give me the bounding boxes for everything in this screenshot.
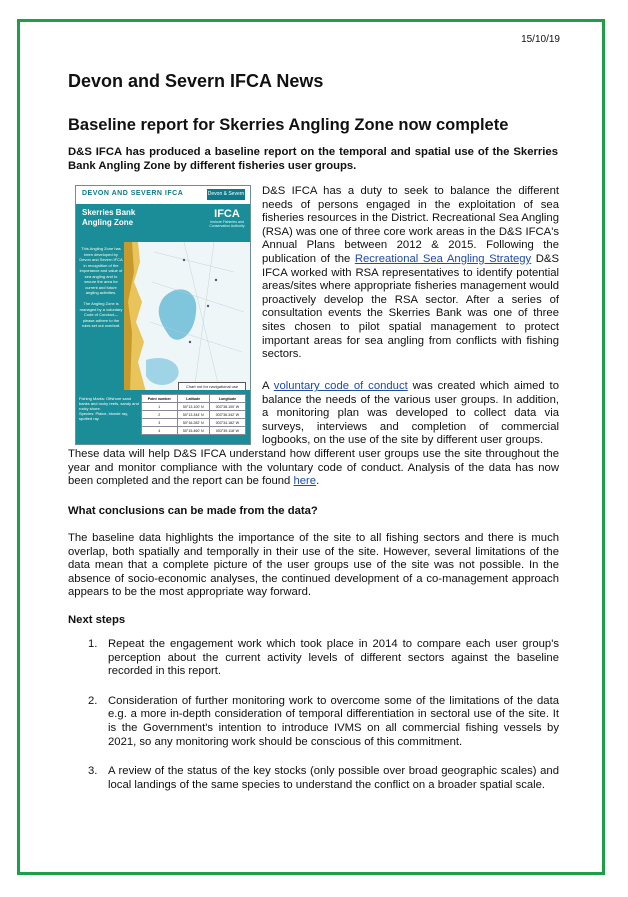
leaflet-side-text-1: This Angling Zone has been developed by Devon and Severn IFCA in recognition of the importance and value of sea angling and to secure the area for current and future angling activities. [79, 246, 123, 295]
list-item [68, 695, 559, 749]
table-row [142, 427, 246, 435]
intro-paragraph [262, 185, 559, 362]
leaflet-side-text [79, 246, 123, 329]
ifca-logo-text: IFCA [214, 208, 240, 220]
table-cell: 003°39.118' W [209, 427, 245, 435]
code-text-1: was created which aimed to balance the needs of the various user groups. In addition, a monitoring plan was developed to collect data via surveys, interviews and completion of commercial logbooks, on the use of the site by different user groups. [262, 380, 559, 447]
table-cell: 2 [142, 411, 178, 419]
table-row [142, 411, 246, 419]
next-steps-list [68, 638, 559, 808]
issue-date: 15/10/19 [521, 34, 560, 45]
chart-disclaimer: Chart not for navigational use [178, 382, 246, 392]
article-lead: D&S IFCA has produced a baseline report on the temporal and spatial use of the Skerries Bank Angling Zone by different fisheries user groups. [68, 146, 558, 172]
list-item-text: Consideration of further monitoring work to overcome some of the limitations of the data e.g. a more in-depth consideration of temporal differentiation in sectoral use of the site. It is the Government's intention to introduce IVMS on all commercial fishing vessels by 2021, so any monitoring work should be conscious of this commitment. [108, 694, 559, 748]
table-cell: 50°15.460' N [177, 427, 209, 435]
data-paragraph [68, 448, 559, 489]
code-paragraph [262, 380, 559, 448]
leaflet-badge: Devon & Severn [207, 189, 245, 200]
table-cell: 003°36.342' W [209, 411, 245, 419]
table-row [142, 403, 246, 411]
table-row [142, 419, 246, 427]
data-text: These data will help D&S IFCA understand how different user groups use the site throughout the year and monitor compliance with the voluntary code of conduct. Analysis of the data has now been completed and the report can be found [68, 448, 559, 488]
code-text-pre: A [262, 380, 274, 392]
ifca-logo-subtitle: Inshore Fisheries and Conservation Authority [209, 220, 245, 228]
table-cell: 50°13.100' N [177, 403, 209, 411]
newsletter-title: Devon and Severn IFCA News [68, 71, 324, 91]
intro-text-1: D&S IFCA has a duty to seek to balance the different needs of persons engaged in the exploitation of sea fisheries resources in the District. Recreational Sea Angling (RSA) was one of three core work areas in the D&S IFCA's Annual Plans between 2012 & 2015. Following the publication of the [262, 185, 559, 265]
table-cell: 1 [142, 403, 178, 411]
data-text-end: . [316, 475, 320, 488]
table-cell: 50°16.282' N [177, 419, 209, 427]
skerries-chart-map [124, 242, 250, 392]
fishing-marks: Fishing Marks: Offshore sand banks and rocky reefs, sandy and rocky shore. [79, 396, 139, 411]
leaflet-side-text-2: The Angling Zone is managed by a voluntary Code of Conduct—please adhere to the rules set out overleaf. [79, 301, 123, 328]
coordinates-table [141, 394, 246, 435]
angling-zone-leaflet-image [75, 185, 251, 445]
coordinates-header-row [142, 395, 246, 403]
table-cell: 4 [142, 427, 178, 435]
list-item-text: Repeat the engagement work which took place in 2014 to compare each user group's perception about the current activity levels of different sectors against the baseline recorded in this report. [108, 638, 559, 678]
table-cell: 50°13.344' N [177, 411, 209, 419]
code-of-conduct-link[interactable]: voluntary code of conduct [273, 380, 408, 392]
leaflet-fishing-info [79, 396, 139, 421]
list-item-number: 2. [88, 694, 98, 707]
intro-text-2: D&S IFCA worked with RSA representatives to identify potential areas/sites where appropriate fisheries management would proactively develop the RSA sector. After a series of consultation events the Skerries Bank was one of three sites chosen to pilot spatial management to protect important areas for sea angling from conflicts with fishing sectors. [262, 252, 559, 361]
ifca-logo [208, 208, 246, 236]
list-item-number: 3. [88, 765, 98, 778]
leaflet-title-line1: Skerries Bank [82, 208, 136, 217]
leaflet-title [82, 208, 192, 228]
list-item [68, 765, 559, 792]
report-here-link[interactable]: here [293, 475, 317, 488]
table-cell: 003°34.182' W [209, 419, 245, 427]
leaflet-title-line2: Angling Zone [82, 218, 134, 227]
coordinates-header: Longitude [209, 395, 245, 403]
conclusions-paragraph: The baseline data highlights the importance of the site to all fishing sectors and there is much overlap, both spatially and temporally in their use of the site. However, several limitations of the data mean that a complete picture of the user groups use of the site was not possible. In the absence of socio-economic analyses, the continued development of a co-management approach appears to be the most appropriate way forward. [68, 532, 559, 599]
list-item-number: 1. [88, 638, 98, 650]
list-item-text: A review of the status of the key stocks (only possible over broad geographic scales) and local landings of the same species to understand the conflict on a broader spatial scale. [108, 765, 559, 791]
article-title: Baseline report for Skerries Angling Zone now complete [68, 116, 509, 134]
conclusions-heading: What conclusions can be made from the data? [68, 505, 318, 517]
species-list: Species: Plaice, blonde ray, spotted ray [79, 411, 129, 421]
rsa-strategy-link[interactable]: Recreational Sea Angling Strategy [354, 252, 532, 265]
table-cell: 003°38.100' W [209, 403, 245, 411]
coordinates-header: Point number [142, 395, 178, 403]
next-steps-heading: Next steps [68, 614, 126, 626]
table-cell: 3 [142, 419, 178, 427]
coordinates-header: Latitude [177, 395, 209, 403]
list-item [68, 638, 559, 679]
leaflet-org-name: DEVON AND SEVERN IFCA [82, 190, 184, 197]
